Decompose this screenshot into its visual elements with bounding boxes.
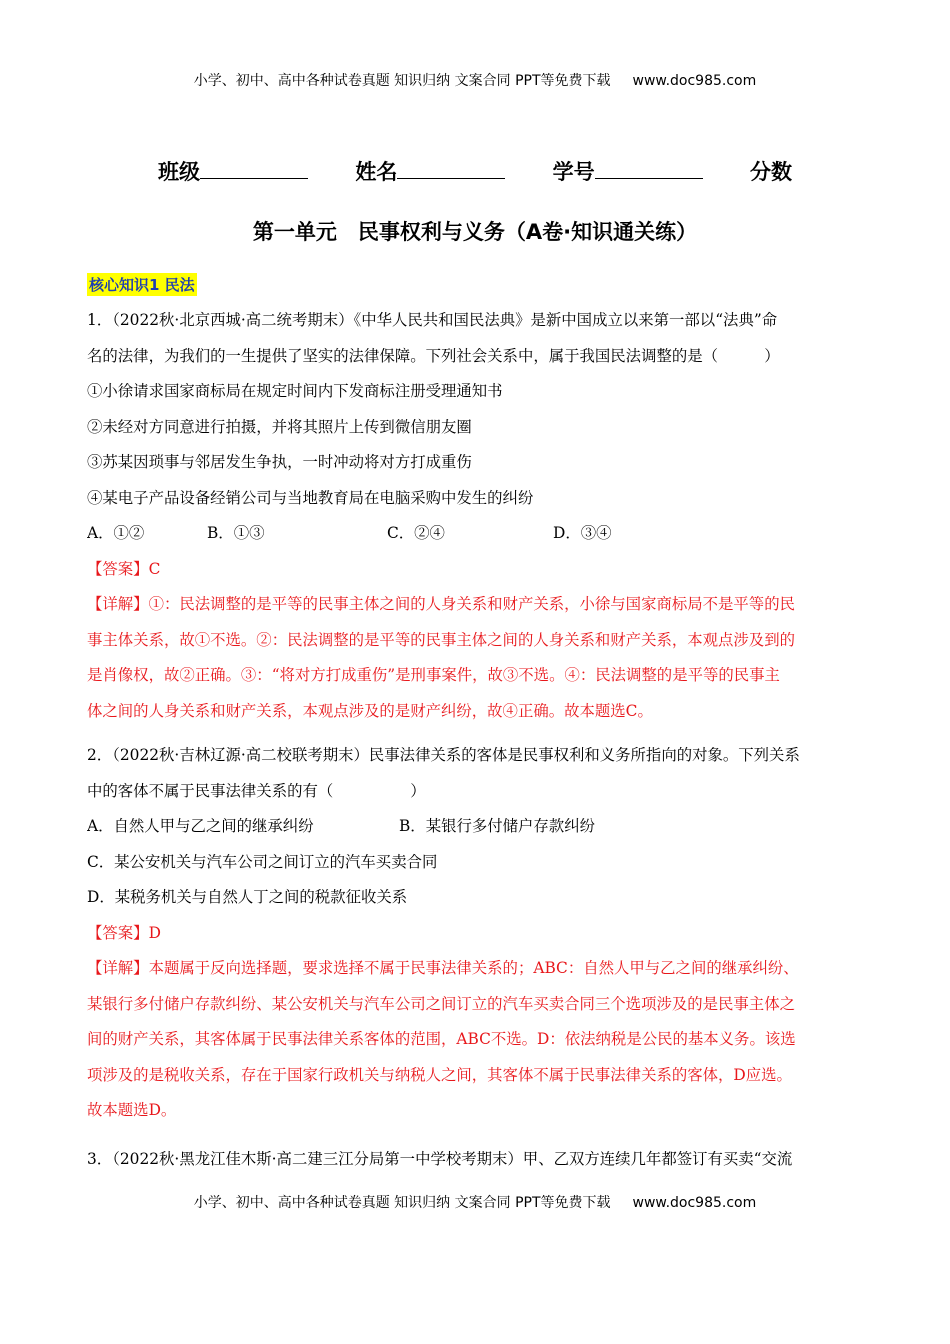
q1-options bbox=[87, 516, 865, 552]
q2-option-d: D．某税务机关与自然人丁之间的税款征收关系 bbox=[87, 888, 408, 906]
id-blank[interactable] bbox=[595, 160, 703, 179]
class-blank[interactable] bbox=[200, 160, 308, 179]
q2-answer: 【答案】D bbox=[87, 923, 161, 942]
footer-text: 小学、初中、高中各种试卷真题 知识归纳 文案合同 PPT等免费下载 bbox=[193, 1195, 611, 1211]
q1-stem-line-1: 1．（2022秋·北京西城·高二统考期末）《中华人民共和国民法典》是新中国成立以来第一部以“法典”命 bbox=[87, 311, 778, 329]
q2-stem-line-1: 2．（2022秋·吉林辽源·高二校联考期末）民事法律关系的客体是民事权利和义务所指向的对象。下列关系 bbox=[87, 746, 800, 764]
question-1 bbox=[87, 303, 865, 729]
page-footer bbox=[0, 1192, 950, 1212]
page-header bbox=[0, 70, 950, 90]
page-title: 第一单元 民事权利与义务（A卷·知识通关练） bbox=[252, 220, 698, 244]
id-label: 学号 bbox=[552, 160, 595, 184]
q2-detail-line-1: 【详解】本题属于反向选择题，要求选择不属于民事法律关系的；ABC：自然人甲与乙之间的继承纠纷、 bbox=[87, 959, 799, 977]
name-blank[interactable] bbox=[397, 160, 505, 179]
header-text: 小学、初中、高中各种试卷真题 知识归纳 文案合同 PPT等免费下载 bbox=[193, 73, 611, 89]
q1-detail-line-2: 事主体关系，故①不选。②：民法调整的是平等的民事主体之间的人身关系和财产关系，本观点涉及到的 bbox=[87, 630, 795, 649]
q1-option-d: D．③④ bbox=[553, 524, 612, 542]
class-label: 班级 bbox=[158, 160, 201, 184]
question-2 bbox=[87, 738, 865, 1129]
q2-detail-line-4: 项涉及的是税收关系，存在于国家行政机关与纳税人之间，其客体不属于民事法律关系的客体，D应选。 bbox=[87, 1065, 792, 1084]
q1-option-a: A．①② bbox=[87, 524, 145, 542]
q1-stem-line-2: 名的法律，为我们的一生提供了坚实的法律保障。下列社会关系中，属于我国民法调整的是（ ） bbox=[87, 346, 780, 365]
q1-item-3: ③苏某因琐事与邻居发生争执，一时冲动将对方打成重伤 bbox=[87, 453, 472, 471]
q1-item-1: ①小徐请求国家商标局在规定时间内下发商标注册受理通知书 bbox=[87, 382, 503, 400]
q1-option-c: C．②④ bbox=[387, 524, 445, 542]
q1-detail-line-1: 【详解】①：民法调整的是平等的民事主体之间的人身关系和财产关系，小徐与国家商标局不是平等的民 bbox=[87, 595, 795, 613]
name-label: 姓名 bbox=[355, 160, 398, 184]
q2-option-b: B．某银行多付储户存款纠纷 bbox=[399, 817, 595, 835]
section-heading: 核心知识1 民法 bbox=[87, 273, 197, 296]
question-3 bbox=[87, 1142, 865, 1178]
q2-detail-line-3: 间的财产关系，其客体属于民事法律关系客体的范围，ABC不选。D：依法纳税是公民的基本义务。该选 bbox=[87, 1030, 796, 1048]
q1-item-2: ②未经对方同意进行拍摄，并将其照片上传到微信朋友圈 bbox=[87, 417, 472, 436]
footer-url[interactable]: www.doc985.com bbox=[632, 1195, 757, 1211]
q1-detail-line-4: 体之间的人身关系和财产关系，本观点涉及的是财产纠纷，故④正确。故本题选C。 bbox=[87, 701, 653, 720]
q2-stem-line-2: 中的客体不属于民事法律关系的有（ ） bbox=[87, 781, 426, 800]
q2-option-c: C．某公安机关与汽车公司之间订立的汽车买卖合同 bbox=[87, 852, 438, 871]
student-info-line bbox=[0, 156, 950, 186]
q3-stem-line-1: 3．（2022秋·黑龙江佳木斯·高二建三江分局第一中学校考期末）甲、乙双方连续几年都签订有买卖“交流 bbox=[87, 1150, 793, 1168]
q1-answer: 【答案】C bbox=[87, 559, 161, 578]
q1-detail-line-3: 是肖像权，故②正确。③：“将对方打成重伤”是刑事案件，故③不选。④：民法调整的是平等的民事主 bbox=[87, 666, 780, 684]
q1-option-b: B．①③ bbox=[207, 524, 265, 542]
q2-detail-line-2: 某银行多付储户存款纠纷、某公安机关与汽车公司之间订立的汽车买卖合同三个选项涉及的是民事主体之 bbox=[87, 994, 795, 1013]
header-url[interactable]: www.doc985.com bbox=[632, 73, 757, 89]
q2-detail-line-5: 故本题选D。 bbox=[87, 1101, 177, 1119]
q1-item-4: ④某电子产品设备经销公司与当地教育局在电脑采购中发生的纠纷 bbox=[87, 488, 534, 507]
q2-options-ab bbox=[87, 809, 865, 845]
score-label: 分数 bbox=[749, 160, 792, 184]
q2-option-a: A．自然人甲与乙之间的继承纠纷 bbox=[87, 817, 314, 835]
